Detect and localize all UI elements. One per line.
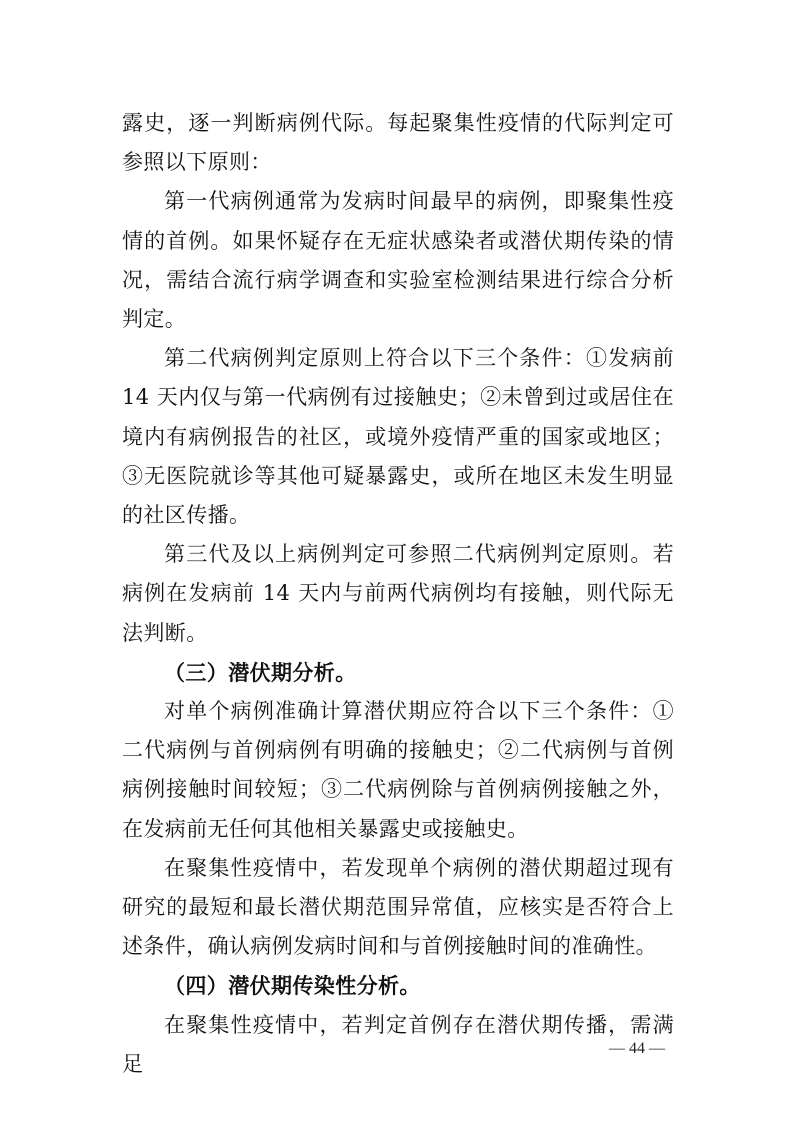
paragraph-incubation-transmission: 在聚集性疫情中，若判定首例存在潜伏期传播，需满足 xyxy=(122,1012,674,1076)
paragraph-third-generation: 第三代及以上病例判定可参照二代病例判定原则。若病例在发病前 14 天内与前两代病例均有接触，则代际无法判断。 xyxy=(122,542,674,645)
paragraph-continuation: 露史，逐一判断病例代际。每起聚集性疫情的代际判定可参照以下原则： xyxy=(122,111,674,175)
document-body xyxy=(122,104,674,1084)
page-number-text: — 44 — xyxy=(609,1040,665,1057)
section-heading-incubation: （三）潜伏期分析。 xyxy=(164,659,357,685)
paragraph-incubation-conditions: 对单个病例准确计算潜伏期应符合以下三个条件：①二代病例与首例病例有明确的接触史；②二代病例与首例病例接触时间较短；③二代病例除与首例病例接触之外，在发病前无任何其他相关暴露史或接触史。 xyxy=(122,699,674,841)
paragraph-incubation-outliers: 在聚集性疫情中，若发现单个病例的潜伏期超过现有研究的最短和最长潜伏期范围异常值，应核实是否符合上述条件，确认病例发病时间和与首例接触时间的准确性。 xyxy=(122,855,674,959)
paragraph-first-generation: 第一代病例通常为发病时间最早的病例，即聚集性疫情的首例。如果怀疑存在无症状感染者或潜伏期传染的情况，需结合流行病学调查和实验室检测结果进行综合分析判定。 xyxy=(122,189,674,332)
section-heading-incubation-transmission: （四）潜伏期传染性分析。 xyxy=(164,973,421,999)
paragraph-second-generation: 第二代病例判定原则上符合以下三个条件：①发病前 14 天内仅与第一代病例有过接触史；②未曾到过或居住在境内有病例报告的社区，或境外疫情严重的国家或地区；③无医院就诊等其他可疑暴露史，或所在地区未发生明显的社区传播。 xyxy=(122,346,674,528)
page-number xyxy=(0,1040,793,1058)
